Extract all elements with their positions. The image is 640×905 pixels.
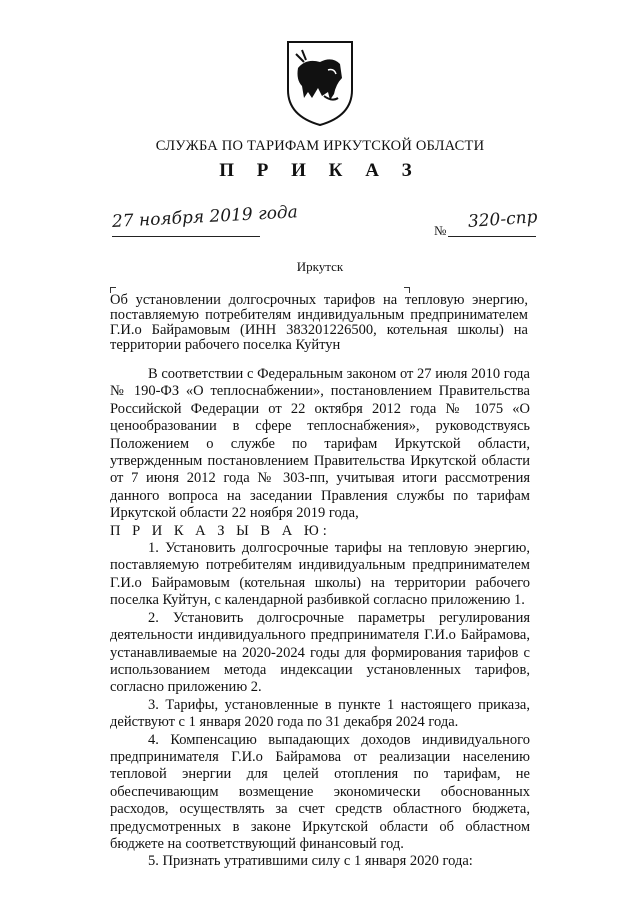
order-item-2: 2. Установить долгосрочные параметры регулирования деятельности индивидуального предпринимателя Г.И.о Байрамова, устанавливаемые на 2020-2024 годы для формирования тарифов с использованием метода индексации установленных тарифов, согласно приложению 2. (110, 609, 530, 696)
order-item-5: 5. Признать утратившими силу с 1 января 2020 года: (148, 853, 473, 870)
number-underline (448, 236, 536, 237)
order-item-1: 1. Установить долгосрочные тарифы на тепловую энергию, поставляемую потребителям индивидуальным предпринимателем Г.И.о Байрамовым (котельная школы) на территории рабочего поселка Куйтун, с календарной разбивкой согласно приложению 1. (110, 540, 530, 609)
document-type-title: П Р И К А З (219, 160, 421, 181)
preamble-paragraph: В соответствии с Федеральным законом от 27 июля 2010 года № 190-ФЗ «О теплоснабжении», постановлением Правительства Российской Федерации от 22 октября 2012 года № 1075 «О ценообразовании в сфере теплоснабжения», руководствуясь Положением о службе по тарифам Иркутской области, утвержденным постановлением Правительства Иркутской области от 7 июня 2012 года № 303-пп, учитывая итоги рассмотрения данного вопроса на заседании Правления службы по тарифам Иркутской области 22 ноября 2019 года, (110, 366, 530, 522)
orders-heading: П Р И К А З Ы В А Ю: (110, 522, 331, 539)
order-body (110, 366, 530, 871)
city-name: Иркутск (296, 259, 344, 274)
agency-name: СЛУЖБА ПО ТАРИФАМ ИРКУТСКОЙ ОБЛАСТИ (155, 138, 485, 154)
handwritten-date: 27 ноября 2019 года (111, 202, 299, 232)
number-label: № (434, 223, 447, 238)
handwritten-number: 320-спр (467, 207, 539, 232)
order-subject: Об установлении долгосрочных тарифов на тепловую энергию, поставляемую потребителям индивидуальным предпринимателем Г.И.о Байрамовым (ИНН 383201226500, котельная школы) на территории рабочего поселка Куйтун (110, 292, 528, 353)
order-item-4: 4. Компенсацию выпадающих доходов индивидуального предпринимателя Г.И.о Байрамова от реализации населению тепловой энергии для целей отопления по тарифам, не обеспечивающим возмещение экономически обоснованных расходов, осуществлять за счет средств областного бюджета, предусмотренных в законе Иркутской области об областном бюджете на соответствующий финансовый год. (110, 731, 530, 852)
date-underline (112, 236, 260, 237)
coat-of-arms-icon (284, 38, 356, 128)
order-item-3: 3. Тарифы, установленные в пункте 1 настоящего приказа, действуют с 1 января 2020 года по 31 декабря 2024 года. (110, 696, 530, 731)
